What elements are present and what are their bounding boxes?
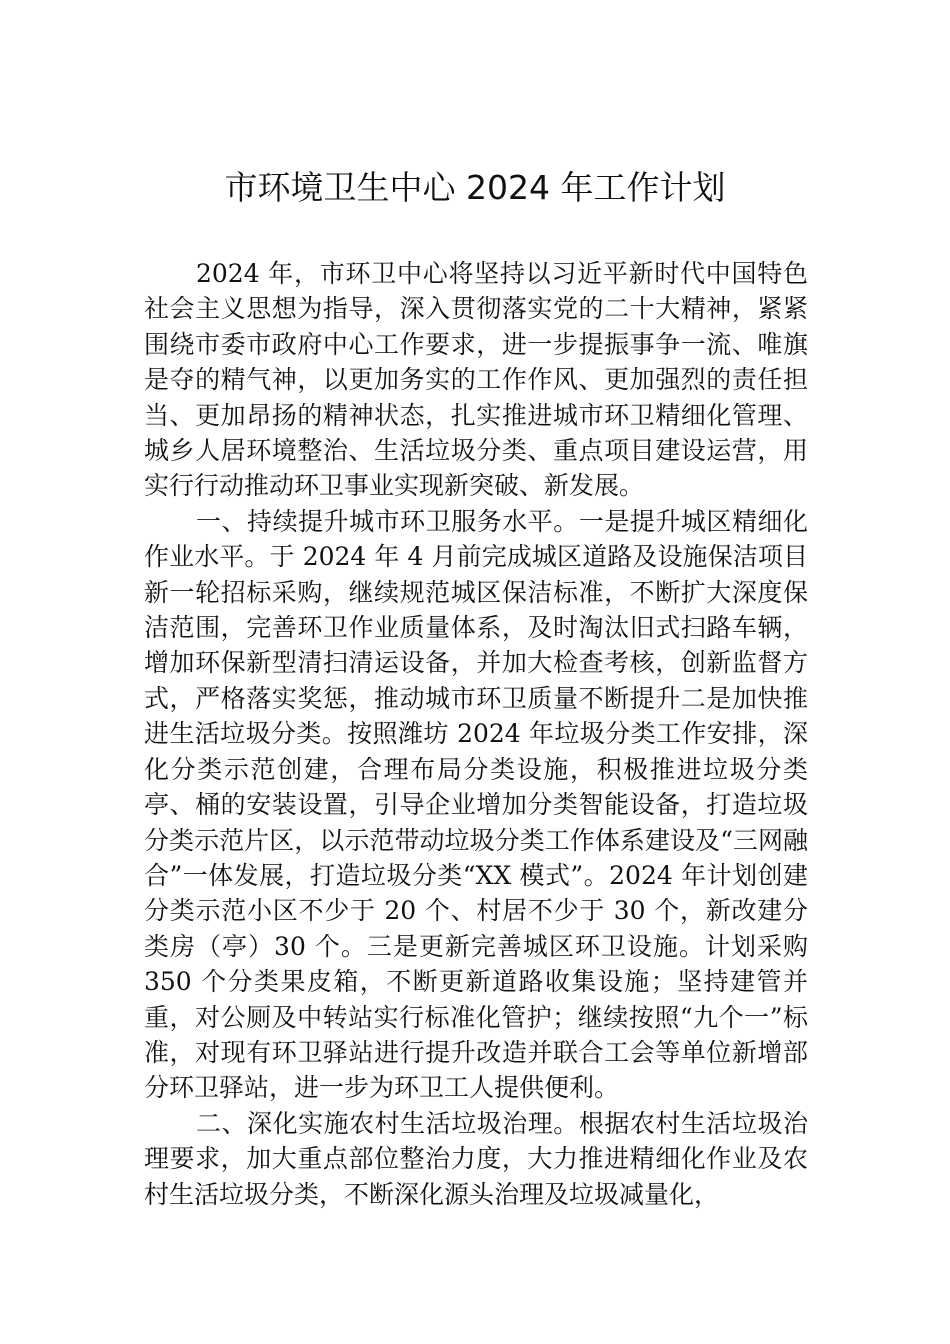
- document-body: [144, 256, 808, 1212]
- paragraph-intro: 2024 年，市环卫中心将坚持以习近平新时代中国特色社会主义思想为指导，深入贯彻落实党的二十大精神，紧紧围绕市委市政府中心工作要求，进一步提振事争一流、唯旗是夺的精气神，以更加务实的工作作风、更加强烈的责任担当、更加昂扬的精神状态，扎实推进城市环卫精细化管理、城乡人居环境整治、生活垃圾分类、重点项目建设运营，用实行行动推动环卫事业实现新突破、新发展。: [144, 259, 808, 501]
- document-title: 市环境卫生中心 2024 年工作计划: [224, 168, 726, 207]
- paragraph-section-1: 一、持续提升城市环卫服务水平。一是提升城区精细化作业水平。于 2024 年 4 月前完成城区道路及设施保洁项目新一轮招标采购，继续规范城区保洁标准，不断扩大深度保洁范围，完善环卫作业质量体系，及时淘汰旧式扫路车辆，增加环保新型清扫清运设备，并加大检查考核，创新监督方式，严格落实奖惩，推动城市环卫质量不断提升二是加快推进生活垃圾分类。按照潍坊 2024 年垃圾分类工作安排，深化分类示范创建，合理布局分类设施，积极推进垃圾分类亭、桶的安装设置，引导企业增加分类智能设备，打造垃圾分类示范片区，以示范带动垃圾分类工作体系建设及“三网融合”一体发展，打造垃圾分类“XX 模式”。2024 年计划创建分类示范小区不少于 20 个、村居不少于 30 个，新改建分类房（亭）30 个。三是更新完善城区环卫设施。计划采购 350 个分类果皮箱，不断更新道路收集设施；坚持建管并重，对公厕及中转站实行标准化管护；继续按照“九个一”标准，对现有环卫驿站进行提升改造并联合工会等单位新增部分环卫驿站，进一步为环卫工人提供便利。: [144, 506, 808, 1103]
- paragraph-section-2: 二、深化实施农村生活垃圾治理。根据农村生活垃圾治理要求，加大重点部位整治力度，大力推进精细化作业及农村生活垃圾分类，不断深化源头治理及垃圾减量化，: [144, 1108, 808, 1209]
